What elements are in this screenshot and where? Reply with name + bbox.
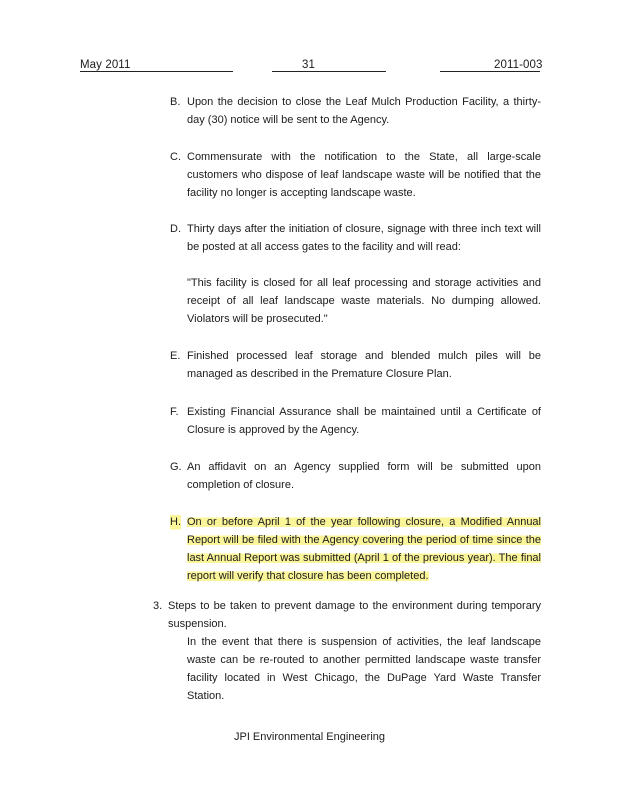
list-item-c: [170, 148, 541, 202]
item-label: C.: [170, 151, 181, 163]
item-label: D.: [170, 223, 181, 235]
header-date: May 2011: [80, 59, 131, 71]
item-text: Existing Financial Assurance shall be maintained until a Certificate of Closure is approved by the Agency.: [187, 406, 541, 436]
list-item-e: [170, 347, 541, 383]
item-label: B.: [170, 96, 181, 108]
item-text: Thirty days after the initiation of closure, signage with three inch text will be posted at all access gates to the facility and will read:: [187, 223, 541, 253]
sign-quote: "This facility is closed for all leaf processing and storage activities and receipt of all leaf landscape waste materials. No dumping allowed. Violators will be prosecuted.": [187, 277, 541, 325]
step-label: 3.: [153, 600, 163, 612]
header-page-number: 31: [302, 59, 315, 71]
item-text: An affidavit on an Agency supplied form will be submitted upon completion of closure.: [187, 461, 541, 491]
header-rule-center: [272, 71, 386, 72]
item-label: H.: [170, 513, 181, 531]
item-label: F.: [170, 406, 179, 418]
step-3-heading: [153, 597, 541, 633]
item-label: E.: [170, 350, 181, 362]
list-item-g: [170, 458, 541, 494]
item-text: Upon the decision to close the Leaf Mulch Production Facility, a thirty-day (30) notice will be sent to the Agency.: [187, 96, 541, 126]
item-text: Finished processed leaf storage and blended mulch piles will be managed as described in the Premature Closure Plan.: [187, 350, 541, 380]
footer-company: JPI Environmental Engineering: [233, 731, 386, 743]
list-item-h: [170, 513, 541, 585]
item-label: G.: [170, 461, 182, 473]
item-text: Commensurate with the notification to the State, all large-scale customers who dispose of leaf landscape waste will be notified that the facility no longer is accepting landscape waste.: [187, 151, 541, 199]
list-item-b: [170, 93, 541, 129]
list-item-f: [170, 403, 541, 439]
step-3-body: In the event that there is suspension of activities, the leaf landscape waste can be re-routed to another permitted landscape waste transfer facility located in West Chicago, the DuPage Yard Waste Transfer Station.: [187, 636, 541, 702]
header-doc-number: 2011-003: [494, 59, 543, 71]
header-rule-right: [440, 71, 540, 72]
header-rule-left: [80, 71, 233, 72]
item-text-highlighted: On or before April 1 of the year following closure, a Modified Annual Report will be filed with the Agency covering the period of time since the last Annual Report was submitted (April 1 of the previous year). The final report will verify that closure has been completed.: [187, 516, 541, 582]
step-heading-text: Steps to be taken to prevent damage to the environment during temporary suspension.: [168, 600, 541, 630]
list-item-d: [170, 220, 541, 256]
